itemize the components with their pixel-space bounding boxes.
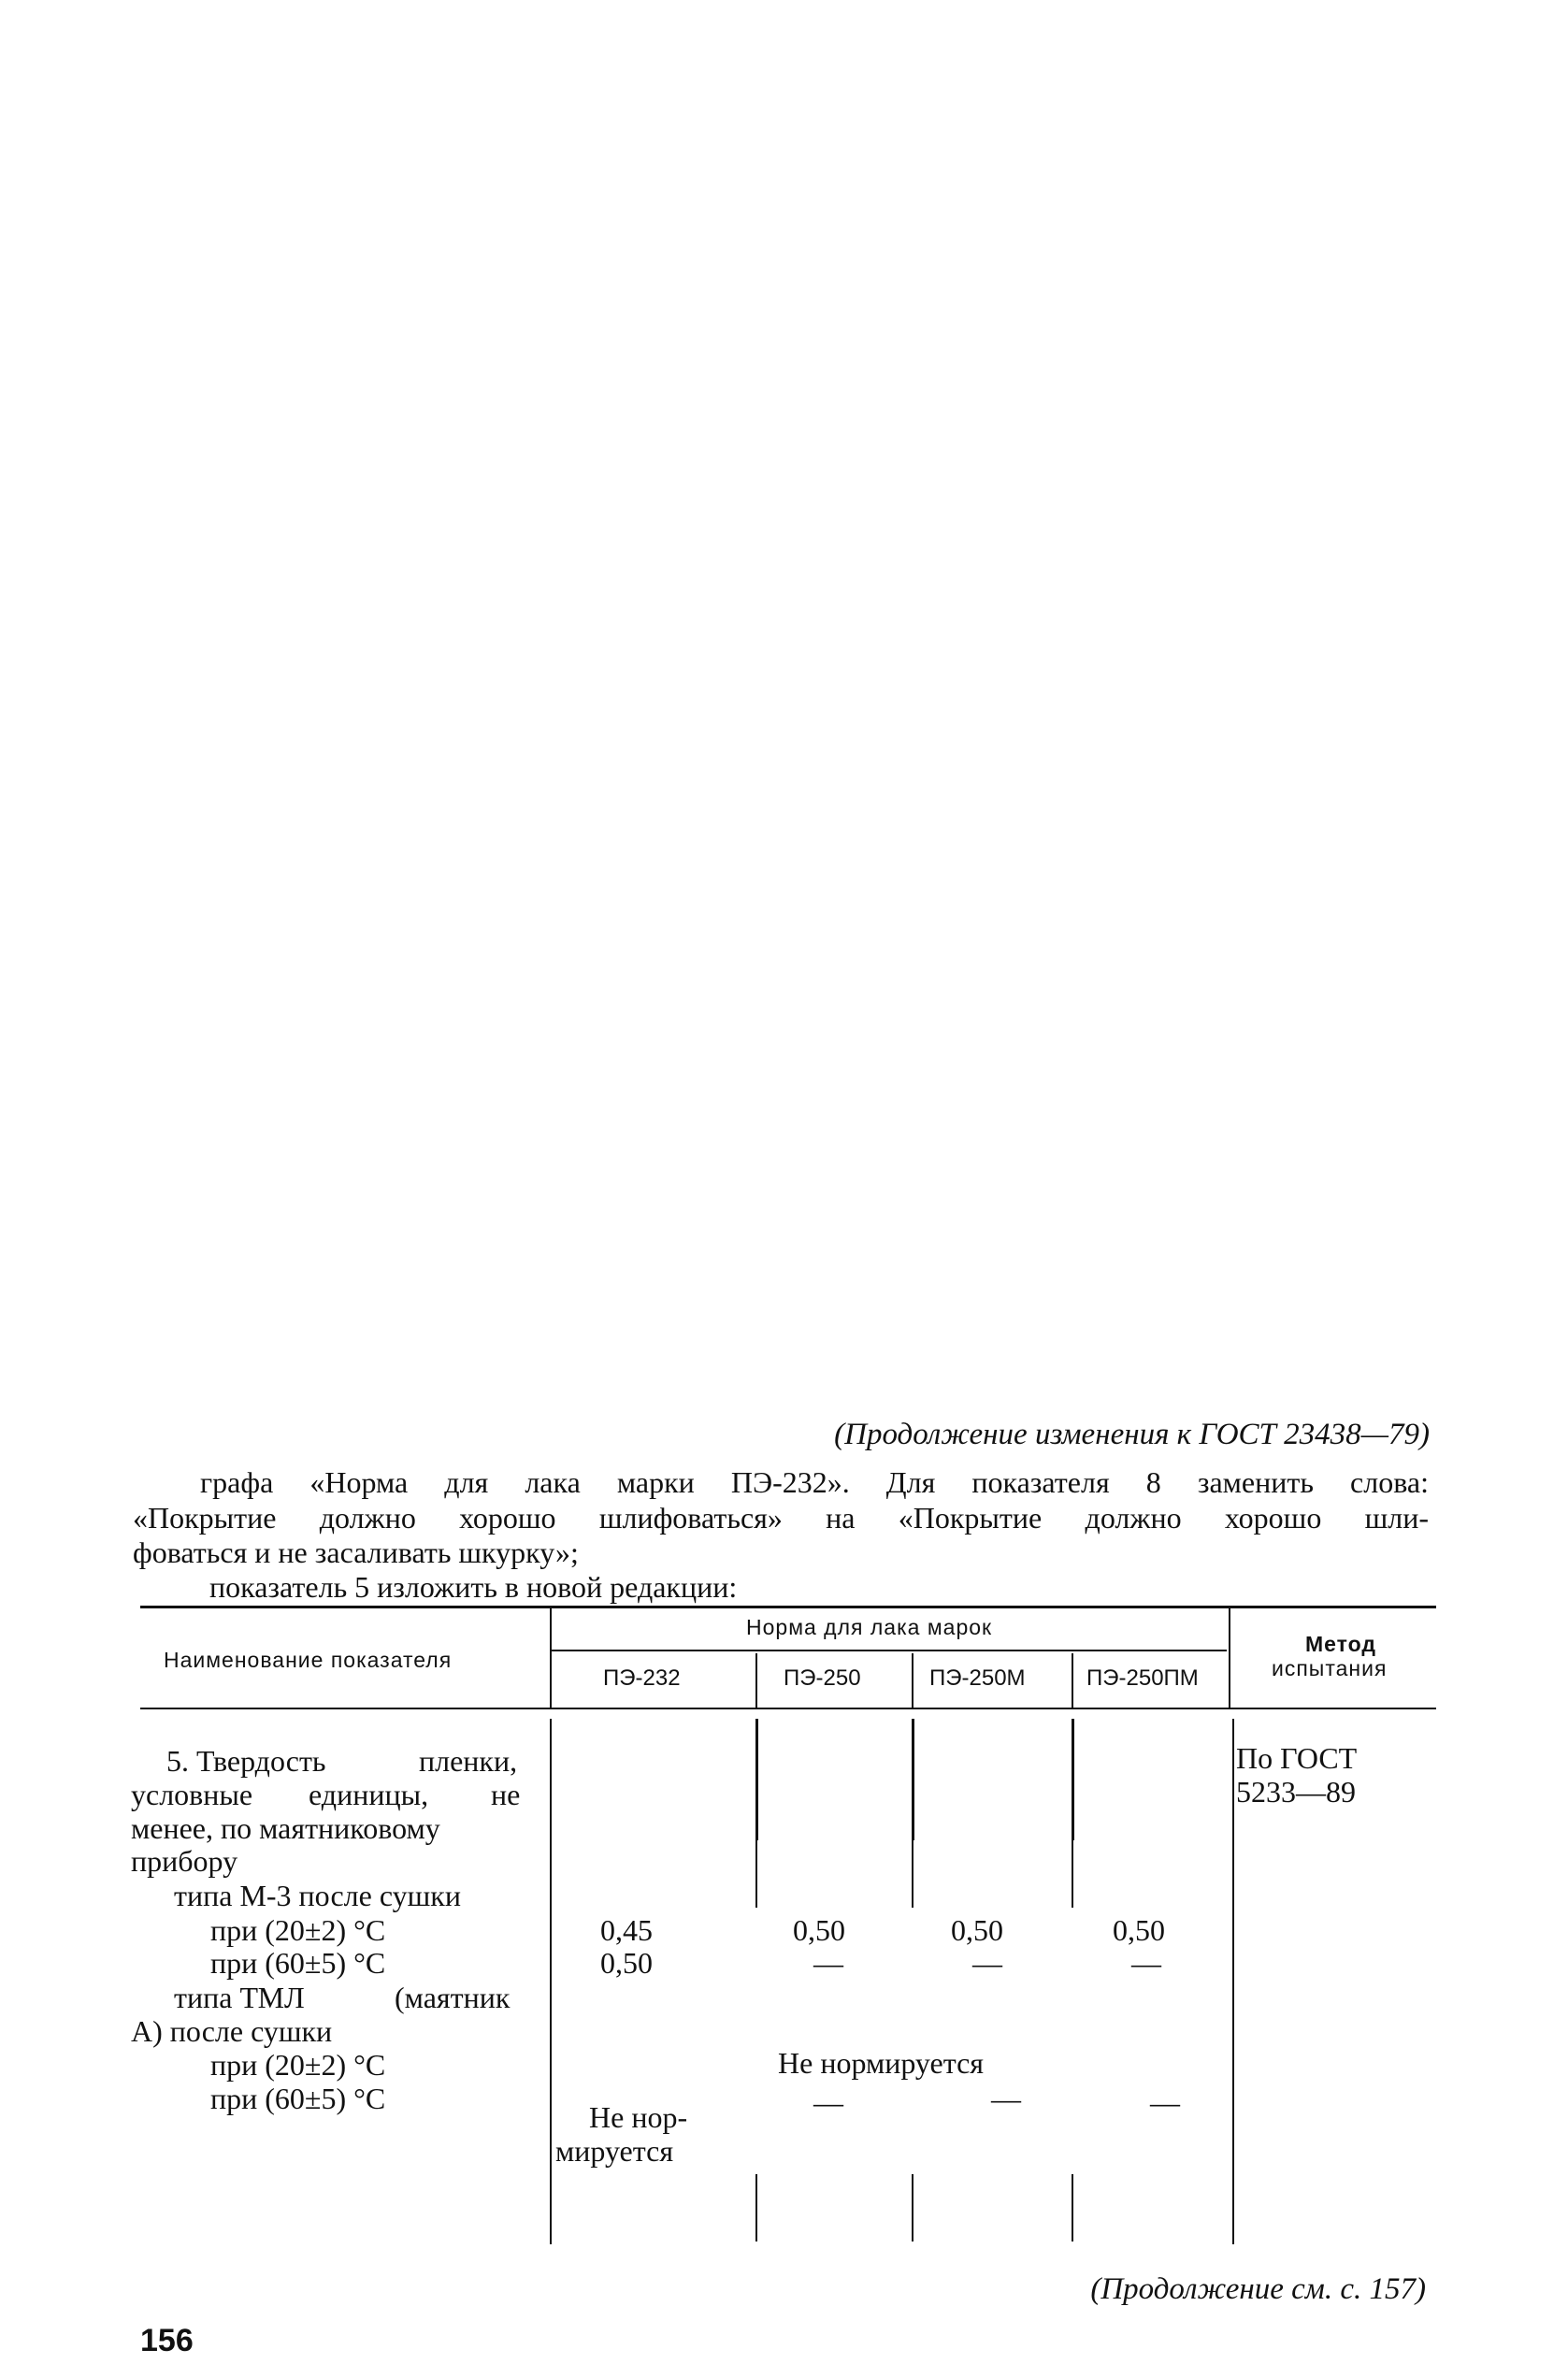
row-text-l1b: пленки, [419,1744,518,1778]
value-tml-60-pe232-line2: мируется [555,2134,674,2168]
col-header-norm: Норма для лака марок [746,1615,993,1639]
body-vline-1b [755,1840,757,1908]
body-vline-name [550,1719,552,2244]
body-vline-2a [912,1719,914,1840]
col-header-brand-1: ПЭ-232 [603,1665,681,1691]
body-vline-3b [1072,1840,1073,1908]
value-m3-60-pe250pm: — [1131,1946,1161,1980]
paragraph-line-4: показатель 5 изложить в новой редакции: [209,1570,738,1604]
col-header-name: Наименование показателя [164,1648,453,1672]
value-m3-60-pe232: 0,50 [600,1946,653,1980]
body-vline-3c [1072,2174,1073,2241]
header-vline-2 [912,1653,913,1708]
body-vline-1a [755,1719,758,1840]
row-text-l6: при (20±2) °С [210,1913,386,1947]
body-vline-1c [755,2174,757,2241]
col-header-brand-4: ПЭ-250ПМ [1086,1665,1199,1691]
paragraph-line-3: фоваться и не засаливать шкурку»; [133,1535,579,1569]
row-text-l7: при (60±5) °С [210,1946,386,1980]
method-line-1: По ГОСТ [1236,1741,1358,1775]
header-vline-method [1229,1607,1230,1708]
value-m3-20-pe250pm: 0,50 [1113,1913,1165,1947]
body-vline-2b [912,1840,913,1908]
row-text-l2a: условные [131,1778,253,1811]
header-vline-3 [1072,1653,1073,1708]
col-header-brand-3: ПЭ-250М [929,1665,1026,1691]
row-text-l8a: типа ТМЛ [174,1981,305,2014]
body-vline-method [1232,1719,1234,2244]
table-header-rule [140,1708,1436,1709]
value-tml-60-pe250: — [813,2085,843,2119]
col-header-method-2: испытания [1272,1656,1388,1680]
row-text-l5: типа М-3 после сушки [174,1879,461,1912]
row-text-l11: при (60±5) °С [210,2082,386,2115]
value-tml-20-merged: Не нормируется [778,2046,984,2080]
value-tml-60-pe250m: — [991,2082,1021,2115]
row-text-l10: при (20±2) °С [210,2048,386,2082]
value-m3-20-pe250m: 0,50 [951,1913,1003,1947]
value-m3-20-pe250: 0,50 [793,1913,845,1947]
value-tml-60-pe250pm: — [1150,2085,1180,2119]
continuation-header: (Продолжение изменения к ГОСТ 23438—79) [834,1418,1430,1451]
value-tml-60-pe232-line1: Не нор- [589,2100,688,2134]
table-top-rule [140,1606,1436,1608]
value-m3-60-pe250m: — [972,1946,1002,1980]
norm-subheader-rule [552,1650,1227,1651]
row-text-l1a: 5. Твердость [166,1744,326,1778]
row-text-l4: прибору [131,1844,238,1878]
row-text-l3a: менее, по маятниковому [131,1811,440,1845]
col-header-method-1: Метод [1305,1632,1376,1656]
header-vline-name [550,1607,552,1708]
value-m3-20-pe232: 0,45 [600,1913,653,1947]
header-vline-1 [755,1653,757,1708]
col-header-brand-2: ПЭ-250 [784,1665,861,1691]
row-text-l9: А) после сушки [131,2014,333,2048]
page-number: 156 [140,2323,194,2358]
row-text-l2b: единицы, [309,1778,429,1811]
body-vline-3a [1072,1719,1074,1840]
continuation-footer: (Продолжение см. с. 157) [1090,2272,1426,2306]
row-text-l8b: (маятник [395,1981,511,2014]
value-m3-60-pe250: — [813,1946,843,1980]
method-line-2: 5233—89 [1236,1775,1356,1809]
row-text-l2c: не [491,1778,521,1811]
paragraph-line-1: графа «Норма для лака марки ПЭ-232». Для показателя 8 заменить слова: [200,1465,1429,1499]
body-vline-2c [912,2174,913,2241]
paragraph-line-2: «Покрытие должно хорошо шлифоваться» на «Покрытие должно хорошо шли- [133,1501,1429,1535]
